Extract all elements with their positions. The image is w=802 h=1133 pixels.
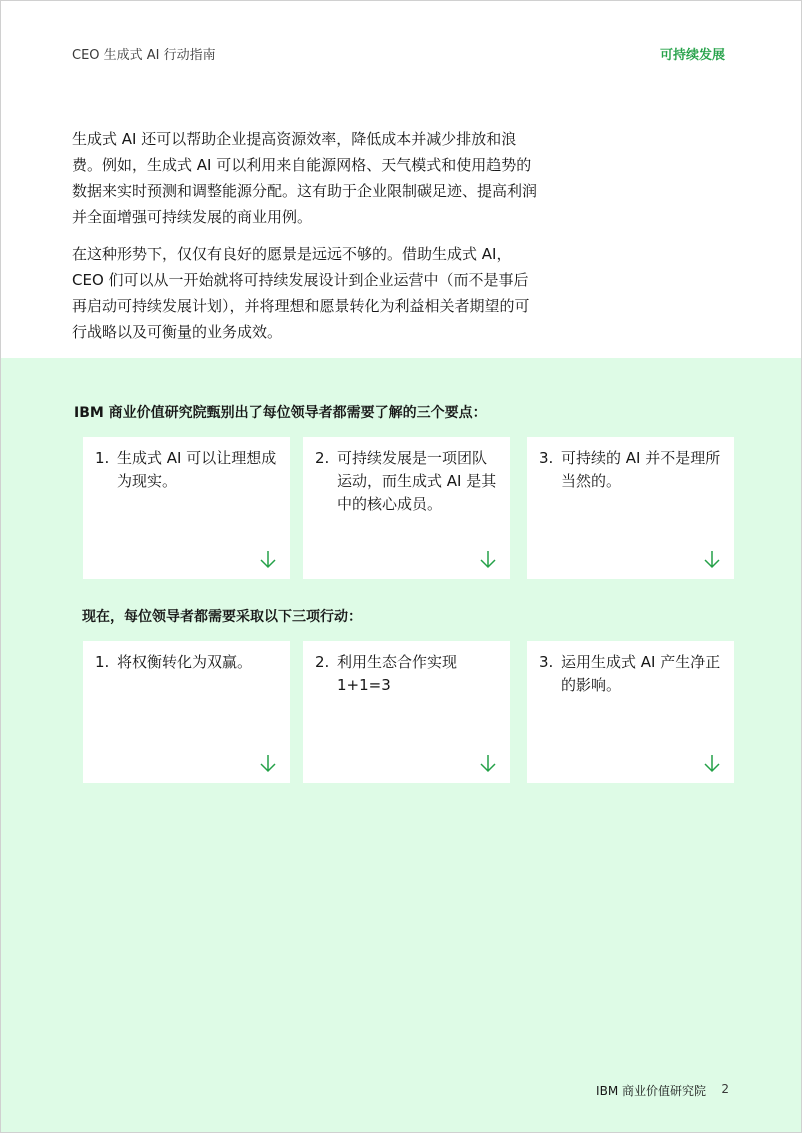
page-number: 2: [721, 1082, 729, 1096]
key-point-card: [303, 437, 510, 579]
arrow-down-icon: [702, 753, 722, 773]
card-text: 将权衡转化为双赢。: [117, 653, 253, 671]
card-number: 3.: [539, 449, 554, 467]
action-card: [527, 641, 734, 783]
intro-paragraph: 生成式 AI 还可以帮助企业提高资源效率，降低成本并减少排放和浪费。例如，生成式 AI 可以利用来自能源网格、天气模式和使用趋势的数据来实时预测和调整能源分配。这有助于企业限制碳足迹、提高利润并全面增强可持续发展的商业用例。: [72, 130, 538, 226]
key-points-heading: IBM 商业价值研究院甄别出了每位领导者都需要了解的三个要点：: [74, 405, 487, 421]
header-document-title: CEO 生成式 AI 行动指南: [72, 48, 216, 63]
arrow-down-icon: [478, 549, 498, 569]
key-point-card: [83, 437, 290, 579]
card-number: 1.: [95, 449, 110, 467]
arrow-down-icon: [258, 753, 278, 773]
card-number: 2.: [315, 449, 330, 467]
card-number: 3.: [539, 653, 554, 671]
card-text: 生成式 AI 可以让理想成为现实。: [117, 449, 277, 490]
action-card: [303, 641, 510, 783]
key-point-card: [527, 437, 734, 579]
header-section-title: 可持续发展: [659, 48, 725, 63]
card-number: 2.: [315, 653, 330, 671]
arrow-down-icon: [258, 549, 278, 569]
card-text: 可持续的 AI 并不是理所当然的。: [561, 449, 721, 490]
card-text: 运用生成式 AI 产生净正的影响。: [561, 653, 721, 694]
actions-heading: 现在，每位领导者都需要采取以下三项行动：: [82, 609, 362, 625]
card-text: 可持续发展是一项团队运动，而生成式 AI 是其中的核心成员。: [337, 449, 497, 513]
arrow-down-icon: [702, 549, 722, 569]
intro-text: [72, 126, 542, 356]
card-number: 1.: [95, 653, 110, 671]
card-text: 利用生态合作实现 1+1=3: [337, 653, 458, 694]
intro-paragraph: 在这种形势下，仅仅有良好的愿景是远远不够的。借助生成式 AI，CEO 们可以从一开始就将可持续发展设计到企业运营中（而不是事后再启动可持续发展计划），并将理想和愿景转化为利益相关者期望的可行战略以及可衡量的业务成效。: [72, 245, 530, 341]
footer-org-name: IBM 商业价值研究院: [596, 1084, 706, 1098]
arrow-down-icon: [478, 753, 498, 773]
action-card: [83, 641, 290, 783]
